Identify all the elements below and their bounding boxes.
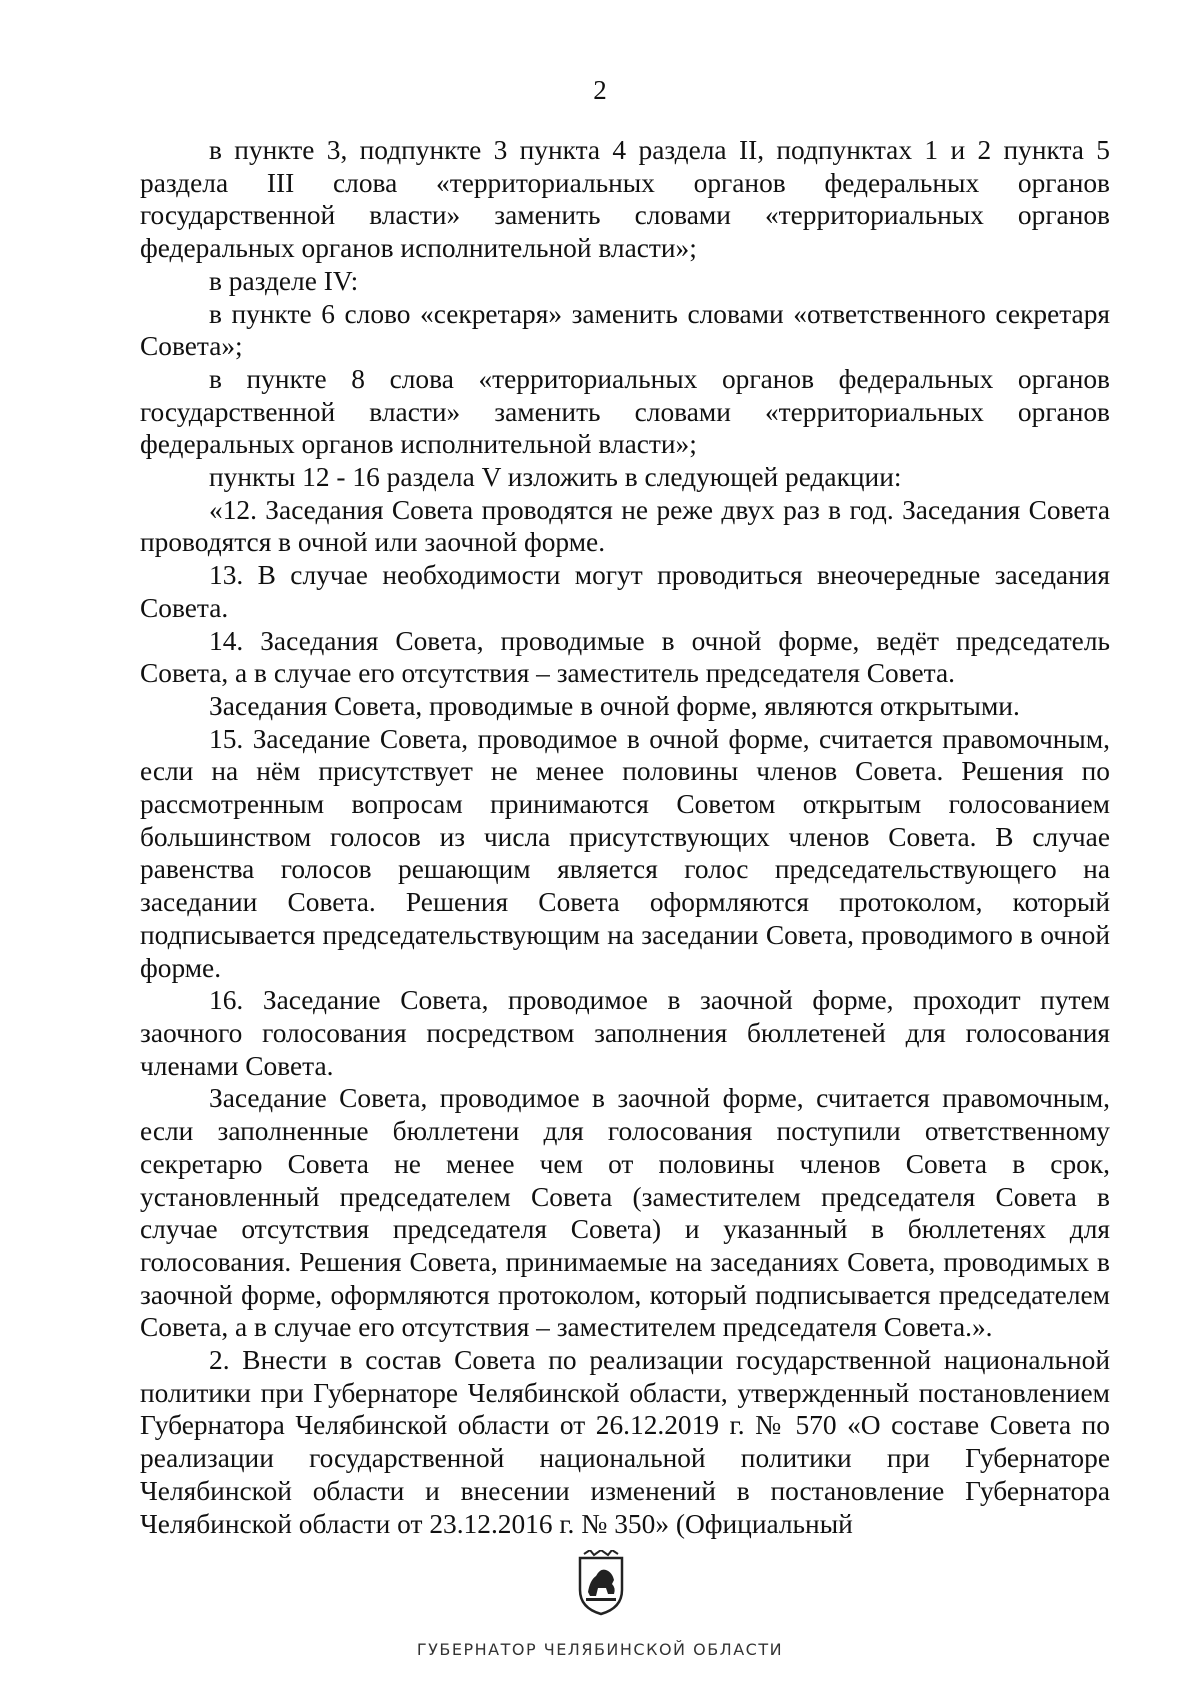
paragraph: 14. Заседания Совета, проводимые в очной форме, ведёт председатель Совета, а в случае его отсутствия – заместитель председателя Совета. xyxy=(140,625,1110,689)
paragraph: 13. В случае необходимости могут проводиться внеочередные заседания Совета. xyxy=(140,560,1110,623)
paragraph: в разделе IV: xyxy=(209,265,359,296)
paragraph: 15. Заседание Совета, проводимое в очной форме, считается правомочным, если на нём присутствует не менее половины членов Совета. Решения по рассмотренным вопросам принимаются Советом открытым голосованием большинством голосов из числа присутствующих членов Совета. В случае равенства голосов решающим является голос председательствующего на заседании Совета. Решения Совета оформляются протоколом, который подписывается председательствующим на заседании Совета, проводимого в очной форме. xyxy=(140,723,1110,983)
paragraph: пункты 12 - 16 раздела V изложить в следующей редакции: xyxy=(209,462,902,493)
paragraph: Заседание Совета, проводимое в заочной форме, считается правомочным, если заполненные бюллетени для голосования поступили ответственному секретарю Совета не менее чем от половины членов Совета в срок, установленный председателем Совета (заместителем председателя Совета в случае отсутствия председателя Совета) и указанный в бюллетенях для голосования. Решения Совета, принимаемые на заседаниях Совета, проводимых в заочной форме, оформляются протоколом, который подписывается председателем Совета, а в случае его отсутствия – заместителем председателя Совета.». xyxy=(140,1083,1110,1343)
page-number: 2 xyxy=(593,75,607,105)
paragraph: 16. Заседание Совета, проводимое в заочной форме, проходит путем заочного голосования посредством заполнения бюллетеней для голосования членами Совета. xyxy=(140,985,1110,1081)
paragraph: в пункте 8 слова «территориальных органов федеральных органов государственной власти» заменить словами «территориальных органов федеральных органов исполнительной власти»; xyxy=(140,363,1110,460)
coat-of-arms-icon xyxy=(572,1550,630,1616)
paragraph: «12. Заседания Совета проводятся не реже двух раз в год. Заседания Совета проводятся в очной или заочной форме. xyxy=(140,494,1110,558)
paragraph: 2. Внести в состав Совета по реализации государственной национальной политики при Губернаторе Челябинской области, утвержденный постановлением Губернатора Челябинской области от 26.12.2019 г. № 570 «О составе Совета по реализации государственной национальной политики при Губернаторе Челябинской области и внесении изменений в постановление Губернатора Челябинской области от 23.12.2016 г. № 350» (Официальный xyxy=(140,1345,1110,1539)
paragraph: в пункте 6 слово «секретаря» заменить словами «ответственного секретаря Совета»; xyxy=(140,298,1110,362)
document-body xyxy=(140,134,1110,1540)
footer-issuer: ГУБЕРНАТОР ЧЕЛЯБИНСКОЙ ОБЛАСТИ xyxy=(416,1640,784,1659)
paragraph: Заседания Совета, проводимые в очной форме, являются открытыми. xyxy=(209,690,1020,721)
paragraph: в пункте 3, подпункте 3 пункта 4 раздела II, подпунктах 1 и 2 пункта 5 раздела III слова «территориальных органов федеральных органов государственной власти» заменить словами «территориальных органов федеральных органов исполнительной власти»; xyxy=(140,135,1110,264)
